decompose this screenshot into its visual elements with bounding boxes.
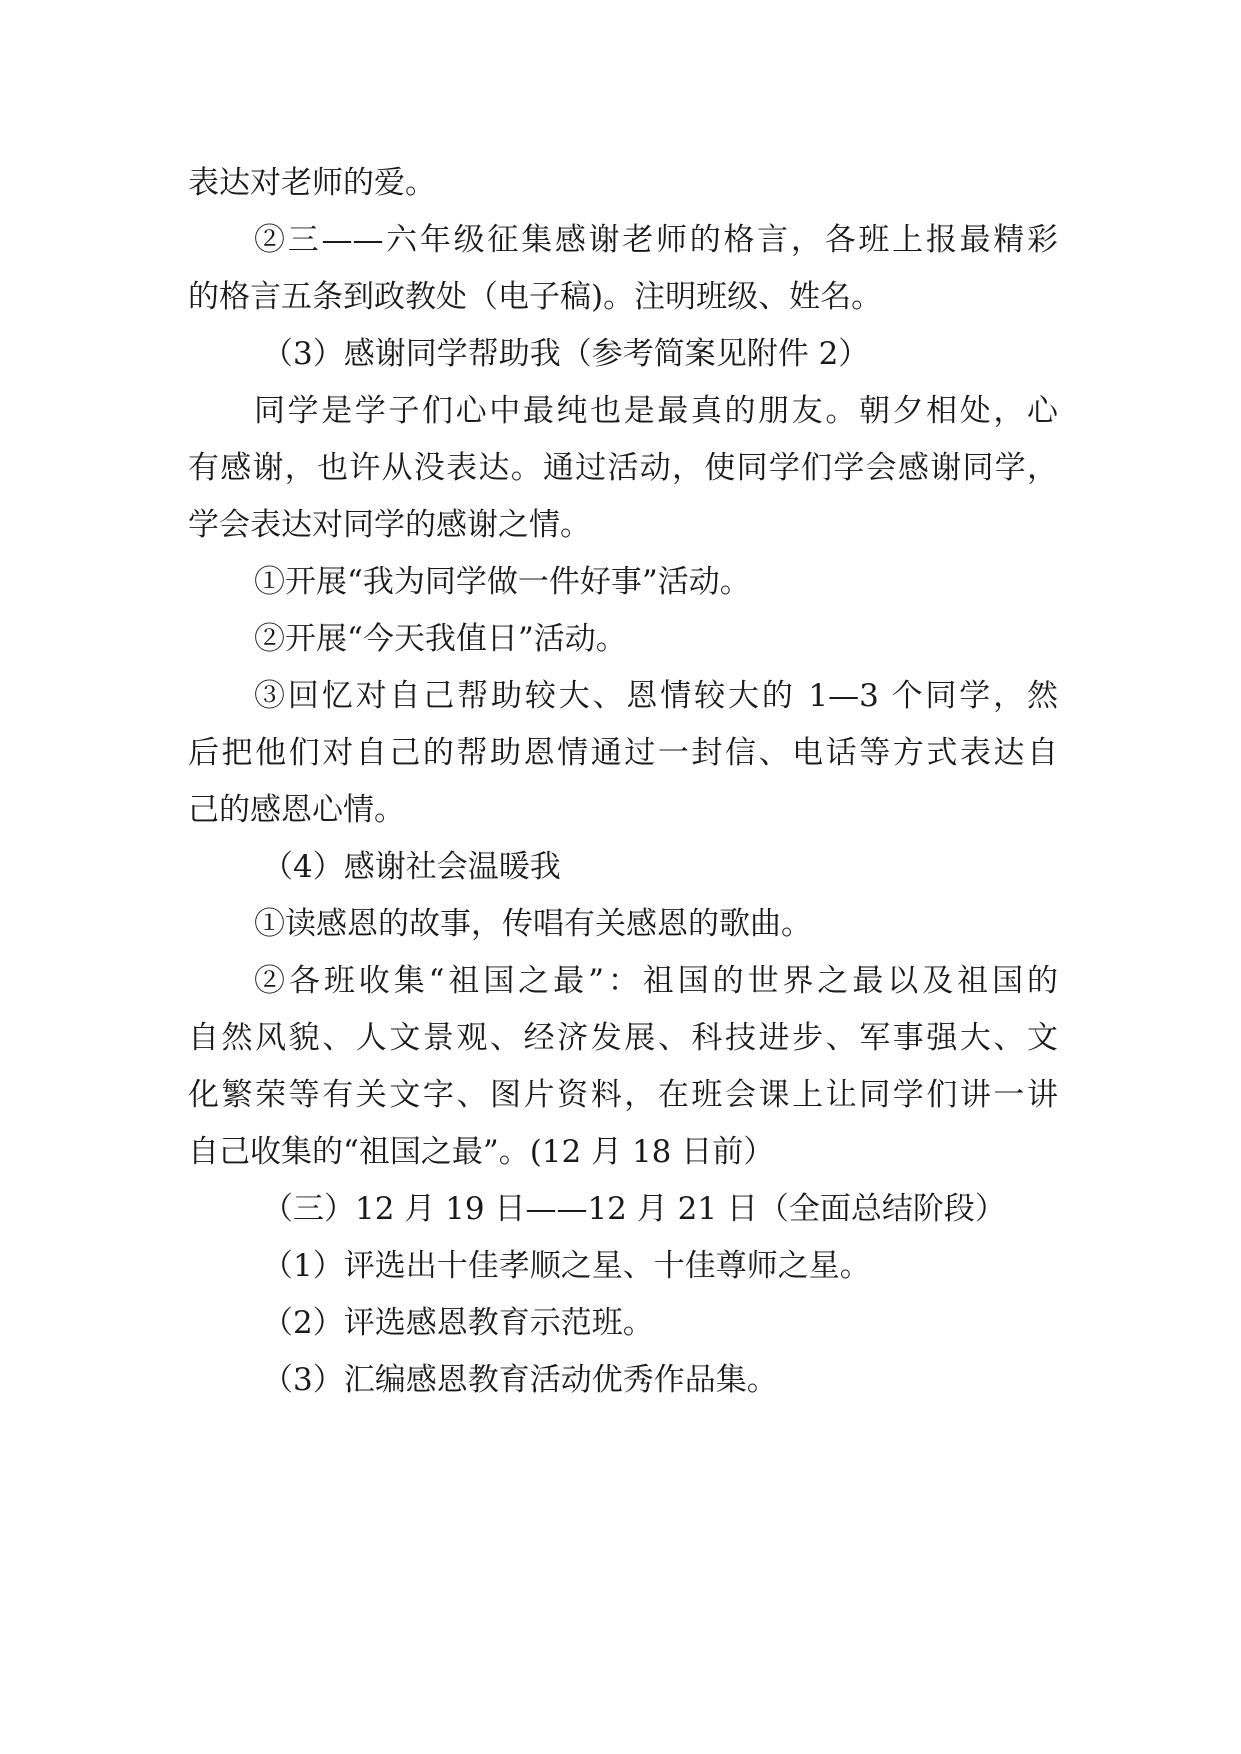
text-line: 表达对老师的爱。 [188, 165, 436, 201]
text-line: 的格言五条到政教处（电子稿)。注明班级、姓名。 [188, 279, 883, 315]
text-line: ①读感恩的故事，传唱有关感恩的歌曲。 [254, 906, 812, 942]
text-line: 学会表达对同学的感谢之情。 [188, 507, 591, 543]
text-line: ②各班收集“祖国之最”：祖国的世界之最以及祖国的 [254, 963, 1058, 999]
text-line: 化繁荣等有关文字、图片资料，在班会课上让同学们讲一讲 [188, 1077, 1058, 1113]
text-line: （1）评选出十佳孝顺之星、十佳尊师之星。 [262, 1248, 871, 1284]
text-line: 后把他们对自己的帮助恩情通过一封信、电话等方式表达自 [188, 735, 1058, 771]
text-line: 自然风貌、人文景观、经济发展、科技进步、军事强大、文 [188, 1020, 1058, 1056]
section-heading: （三）12 月 19 日——12 月 21 日（全面总结阶段） [262, 1191, 1006, 1227]
text-line: 己的感恩心情。 [188, 792, 405, 828]
text-line: 自己收集的“祖国之最”。(12 月 18 日前） [188, 1134, 775, 1170]
text-line: ③回忆对自己帮助较大、恩情较大的 1—3 个同学，然 [254, 678, 1058, 714]
text-line: （3）汇编感恩教育活动优秀作品集。 [262, 1362, 778, 1398]
text-line: ①开展“我为同学做一件好事”活动。 [254, 564, 751, 600]
text-line: ②三——六年级征集感谢老师的格言，各班上报最精彩 [254, 222, 1058, 258]
text-line: ②开展“今天我值日”活动。 [254, 621, 627, 657]
text-line: 同学是学子们心中最纯也是最真的朋友。朝夕相处，心 [254, 393, 1058, 429]
text-line: （2）评选感恩教育示范班。 [262, 1305, 654, 1341]
section-heading: （3）感谢同学帮助我（参考简案见附件 2） [262, 336, 870, 372]
section-heading: （4）感谢社会温暖我 [262, 849, 561, 885]
text-line: 有感谢，也许从没表达。通过活动，使同学们学会感谢同学， [188, 450, 1058, 486]
